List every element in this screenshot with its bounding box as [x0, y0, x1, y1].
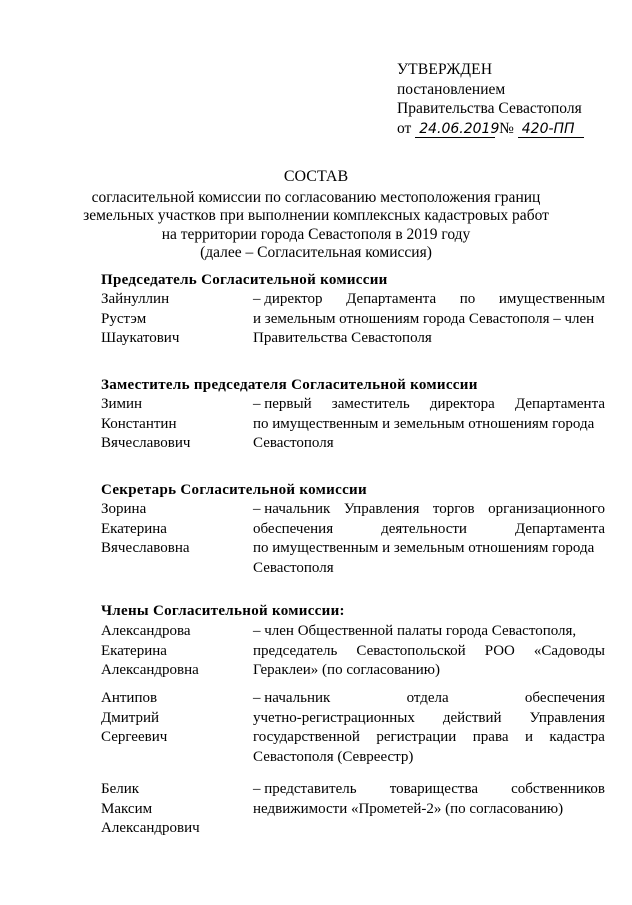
description-word: кадастра [549, 729, 605, 745]
member-name-line: Дмитрий [101, 709, 160, 726]
member-name [101, 689, 251, 748]
member-description-line [253, 329, 605, 349]
description-word: Севастополя [253, 435, 334, 451]
member-name-line: Зорина [101, 501, 147, 517]
approval-date: 24.06.2019 [415, 121, 495, 138]
member-description-line [253, 728, 605, 748]
member-description [253, 689, 605, 767]
member-description [253, 500, 605, 578]
member-description [253, 395, 605, 454]
section-members-title: Члены Согласительной комиссии: [101, 603, 345, 619]
description-word: действий [442, 709, 502, 726]
heading-line: (далее – Согласительная комиссия) [200, 244, 432, 261]
description-word: Департамента [514, 396, 605, 412]
heading-line: на территории города Севастополя в 2019 году [161, 225, 471, 243]
description-word: регистрации [376, 729, 457, 745]
description-word: и земельным отношениям города Севастополя – член [253, 310, 595, 327]
description-word: отдела [406, 690, 449, 706]
description-word: и [524, 729, 533, 745]
description-word: – начальник [253, 690, 331, 706]
approval-stamp [397, 60, 584, 138]
member-name [101, 290, 251, 349]
description-word: организационного [488, 501, 605, 517]
approval-line1: постановлением [397, 80, 506, 98]
member-description-line [253, 559, 605, 579]
heading-line: земельных участков при выполнении комплексных кадастровых работ [83, 207, 549, 224]
description-word: председатель [253, 642, 338, 659]
description-word: права [472, 729, 509, 745]
approval-number: 420-ПП [518, 121, 584, 138]
description-word: государственной [253, 729, 360, 745]
section-deputy-title: Заместитель председателя Согласительной комиссии [101, 377, 478, 393]
member-name-line: Шаукатович [101, 330, 180, 346]
description-word: «Садоводы [533, 642, 605, 659]
member-description-line [253, 520, 605, 540]
member-name-line: Александровна [101, 662, 199, 678]
description-word: РОО [484, 642, 515, 659]
description-word: по имущественным и земельным отношениям города [253, 540, 595, 556]
heading-title: СОСТАВ [283, 168, 349, 185]
member-description-line [253, 310, 605, 330]
member-name-line: Зимин [101, 396, 143, 412]
description-word: товарищества [389, 781, 478, 797]
member-description-line [253, 622, 605, 642]
description-word: – член Общественной палаты города Севастополя, [253, 623, 577, 639]
member-description-line [253, 709, 605, 729]
member-description-line [253, 539, 605, 559]
member-description-line [253, 395, 605, 415]
member-description-line [253, 661, 605, 681]
member-description [253, 290, 605, 349]
section-secretary-title: Секретарь Согласительной комиссии [101, 482, 367, 498]
description-word: Севастополя (Севреестр) [253, 748, 414, 765]
member-name-line: Максим [101, 800, 153, 817]
description-word: обеспечения [253, 520, 334, 537]
member-description-line [253, 290, 605, 310]
description-word: деятельности [381, 520, 467, 537]
member-name [101, 395, 251, 454]
member-name-line: Александрова [101, 623, 191, 639]
description-word: Управления [529, 709, 605, 726]
description-word: торгов [432, 501, 475, 517]
member-name-line: Екатерина [101, 520, 167, 537]
document-heading [0, 168, 632, 263]
member-name-line: Константин [101, 415, 177, 432]
approval-date-line [397, 119, 584, 139]
description-word: – первый [253, 396, 312, 412]
description-word: учетно-регистрационных [253, 709, 415, 726]
description-word: имущественным [498, 291, 605, 307]
member-name [101, 500, 251, 559]
section-chair-title: Председатель Согласительной комиссии [101, 272, 388, 288]
description-word: Гераклеи» (по согласованию) [253, 662, 440, 678]
member-name-line: Александрович [101, 820, 200, 836]
heading-line: согласительной комиссии по согласованию местоположения границ [91, 188, 541, 206]
member-description-line [253, 500, 605, 520]
approval-from: от [397, 119, 412, 137]
member-description [253, 780, 605, 819]
description-word: недвижимости «Прометей-2» (по согласованию) [253, 800, 564, 817]
description-word: директора [429, 396, 495, 412]
member-name-line: Зайнуллин [101, 291, 170, 307]
description-word: – начальник [253, 501, 331, 517]
member-name-line: Белик [101, 781, 140, 797]
description-word: по [459, 291, 476, 307]
member-name-line: Антипов [101, 690, 158, 706]
member-description [253, 622, 605, 681]
description-word: Департамента [514, 520, 605, 537]
member-description-line [253, 689, 605, 709]
description-word: Управления [343, 501, 420, 517]
member-description-line [253, 800, 605, 820]
member-name [101, 622, 251, 681]
description-word: – представитель [253, 781, 357, 797]
description-word: – директор [253, 291, 323, 307]
member-name [101, 780, 251, 839]
member-description-line [253, 748, 605, 768]
description-word: собственников [511, 781, 605, 797]
member-name-line: Сергеевич [101, 729, 168, 745]
description-word: обеспечения [524, 690, 605, 706]
description-word: Правительства Севастополя [253, 330, 432, 346]
approval-line2: Правительства Севастополя [397, 100, 582, 117]
description-word: заместитель [331, 396, 410, 412]
member-description-line [253, 434, 605, 454]
description-word: Департамента [346, 291, 437, 307]
member-name-line: Вячеславович [101, 435, 191, 451]
member-description-line [253, 780, 605, 800]
member-name-line: Вячеславовна [101, 540, 190, 556]
description-word: по имущественным и земельным отношениям города [253, 415, 595, 432]
member-description-line [253, 642, 605, 662]
description-word: Севастополя [253, 559, 334, 576]
description-word: Севастопольской [356, 642, 466, 659]
approval-title: УТВЕРЖДЕН [397, 61, 493, 78]
member-name-line: Рустэм [101, 310, 147, 327]
approval-num-sign: № [499, 119, 514, 137]
member-description-line [253, 415, 605, 435]
member-name-line: Екатерина [101, 642, 167, 659]
